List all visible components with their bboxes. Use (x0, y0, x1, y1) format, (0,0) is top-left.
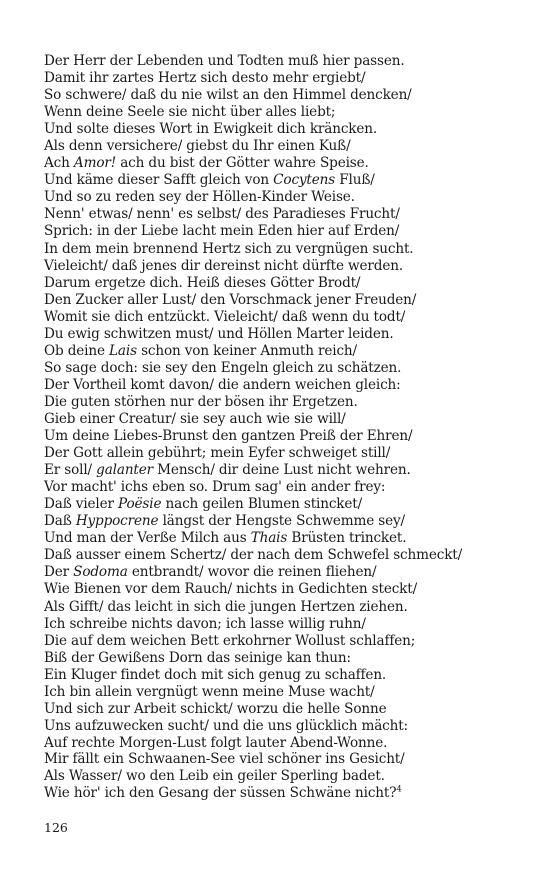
line-text: Vor macht' ichs eben so. Drum sag' ein ander frey: (44, 479, 386, 496)
line-text: Und man der Verße Milch aus (44, 530, 251, 547)
stanza-1 (44, 53, 462, 752)
poem-line (44, 462, 462, 479)
poem-line (44, 411, 462, 428)
line-text: Als denn versichere/ giebst du Ihr einen Kuß/ (44, 138, 351, 155)
poem-line (44, 667, 462, 684)
poem-line (44, 616, 462, 633)
poem-line (44, 718, 462, 735)
poem-line (44, 241, 462, 258)
line-text: Und käme dieser Safft gleich von (44, 172, 274, 189)
line-text: Als Wasser/ wo den Leib ein geiler Sperling badet. (44, 768, 385, 785)
line-text: Ich schreibe nichts davon; ich lasse willig ruhn/ (44, 615, 366, 632)
line-text: In dem mein brennend Hertz sich zu vergnügen sucht. (44, 240, 414, 257)
poem-line (44, 189, 462, 206)
line-text: Wenn deine Seele sie nicht über alles liebt; (44, 104, 336, 121)
poem-line (44, 343, 462, 360)
line-text: Darum ergetze dich. Heiß dieses Götter Brodt/ (44, 274, 361, 291)
poem-line (44, 360, 462, 377)
line-text: Daß (44, 513, 76, 530)
poem-line (44, 633, 462, 650)
line-text: Mensch/ dir deine Lust nicht wehren. (152, 462, 411, 479)
line-text: Und solte dieses Wort in Ewigkeit dich kräncken. (44, 121, 378, 138)
line-text: Um deine Liebes-Brunst den gantzen Preiß der Ehren/ (44, 428, 413, 445)
poem-line (44, 223, 462, 240)
line-text: ach du bist der Götter wahre Speise. (116, 155, 369, 172)
stanza-2 (44, 751, 405, 802)
poem-line (44, 496, 462, 513)
poem-line (44, 547, 462, 564)
poem-line (44, 104, 462, 121)
italic-name: Thais (250, 530, 288, 547)
poem-line (44, 394, 462, 411)
line-text: Brüsten trincket. (287, 530, 407, 547)
line-text: Biß der Gewißens Dorn das seinige kan thun: (44, 649, 351, 666)
line-text: Die guten störhen nur der bösen ihr Ergetzen. (44, 393, 358, 410)
poem-line (44, 564, 462, 581)
line-text: Und so zu reden sey der Höllen-Kinder Weise. (44, 189, 355, 206)
poem-line (44, 70, 462, 87)
line-text: Nenn' etwas/ nenn' es selbst/ des Paradieses Frucht/ (44, 206, 400, 223)
poem-line (44, 530, 462, 547)
poem-line (44, 138, 462, 155)
poem-line (44, 581, 462, 598)
line-text: So schwere/ daß du nie wilst an den Himmel dencken/ (44, 87, 412, 104)
italic-name: Poësie (118, 496, 162, 513)
poem-line (44, 735, 462, 752)
poem-line (44, 785, 405, 802)
line-text: So sage doch: sie sey den Engeln gleich zu schätzen. (44, 359, 402, 376)
line-text: Der Herr der Lebenden und Todten muß hier passen. (44, 53, 405, 69)
footnote-marker: 4 (396, 784, 402, 795)
line-text: Gieb einer Creatur/ sie sey auch wie sie will/ (44, 410, 346, 427)
line-text: Fluß/ (335, 172, 375, 189)
poem-line (44, 292, 462, 309)
italic-name: Lais (109, 342, 137, 359)
poem-line (44, 309, 462, 326)
line-text: Uns aufzuwecken sucht/ und die uns glücklich mächt: (44, 717, 408, 734)
poem-line (44, 326, 462, 343)
line-text: Sprich: in der Liebe lacht mein Eden hier auf Erden/ (44, 223, 400, 240)
line-text: Vieleicht/ daß jenes dir dereinst nicht dürfte werden. (44, 257, 403, 274)
poem-line (44, 206, 462, 223)
line-text: Als Gifft/ das leicht in sich die jungen Hertzen ziehen. (44, 598, 408, 615)
poem-line (44, 275, 462, 292)
poem-line (44, 428, 462, 445)
line-text: Ach (44, 155, 74, 172)
poem-line (44, 650, 462, 667)
page-number: 126 (44, 820, 68, 835)
line-text: Ob deine (44, 342, 110, 359)
poem-line (44, 377, 462, 394)
line-text: Ich bin allein vergnügt wenn meine Muse wacht/ (44, 683, 375, 700)
poem-line (44, 53, 462, 70)
poem-line (44, 768, 405, 785)
poem-line (44, 121, 462, 138)
line-text: Auf rechte Morgen-Lust folgt lauter Abend-Wonne. (44, 734, 388, 751)
line-text: Den Zucker aller Lust/ den Vorschmack jener Freuden/ (44, 291, 417, 308)
line-text: Der Gott allein gebührt; mein Eyfer schweiget still/ (44, 445, 391, 462)
poem-line (44, 479, 462, 496)
line-text: entbrandt/ wovor die reinen fliehen/ (127, 564, 377, 581)
italic-name: Hyppocrene (75, 513, 159, 530)
poem-line (44, 684, 462, 701)
italic-name: Sodoma (73, 564, 128, 581)
italic-name: galanter (96, 462, 153, 479)
poem-line (44, 599, 462, 616)
line-text: Die auf dem weichen Bett erkohrner Wollust schlaffen; (44, 632, 416, 649)
line-text: Er soll/ (44, 462, 97, 479)
line-text: längst der Hengste Schwemme sey/ (158, 513, 405, 530)
line-text: Daß vieler (44, 496, 119, 513)
poem-line (44, 445, 462, 462)
line-text: schon von keiner Anmuth reich/ (136, 342, 357, 359)
line-text: nach geilen Blumen stincket/ (161, 496, 363, 513)
line-text: Der Vortheil komt davon/ die andern weichen gleich: (44, 376, 401, 393)
poem-line (44, 87, 462, 104)
poem-line (44, 701, 462, 718)
poem-line (44, 172, 462, 189)
line-text: Du ewig schwitzen must/ und Höllen Marter leiden. (44, 325, 394, 342)
line-text: Damit ihr zartes Hertz sich desto mehr ergiebt/ (44, 70, 366, 87)
line-text: Daß ausser einem Schertz/ der nach dem Schwefel schmeckt/ (44, 547, 463, 564)
poem-line (44, 513, 462, 530)
poem-line (44, 751, 405, 768)
line-text: Wie hör' ich den Gesang der süssen Schwäne nicht? (44, 785, 397, 802)
italic-name: Amor! (73, 155, 117, 172)
line-text: Der (44, 564, 74, 581)
line-text: Wie Bienen vor dem Rauch/ nichts in Gedichten steckt/ (44, 581, 418, 598)
line-text: Mir fällt ein Schwaanen-See viel schöner ins Gesicht/ (44, 751, 405, 767)
line-text: Womit sie dich entzückt. Vieleicht/ daß wenn du todt/ (44, 308, 406, 325)
poem-line (44, 258, 462, 275)
italic-name: Cocytens (273, 172, 336, 189)
poem-line (44, 155, 462, 172)
line-text: Ein Kluger findet doch mit sich genug zu schaffen. (44, 666, 387, 683)
line-text: Und sich zur Arbeit schickt/ worzu die helle Sonne (44, 700, 387, 717)
